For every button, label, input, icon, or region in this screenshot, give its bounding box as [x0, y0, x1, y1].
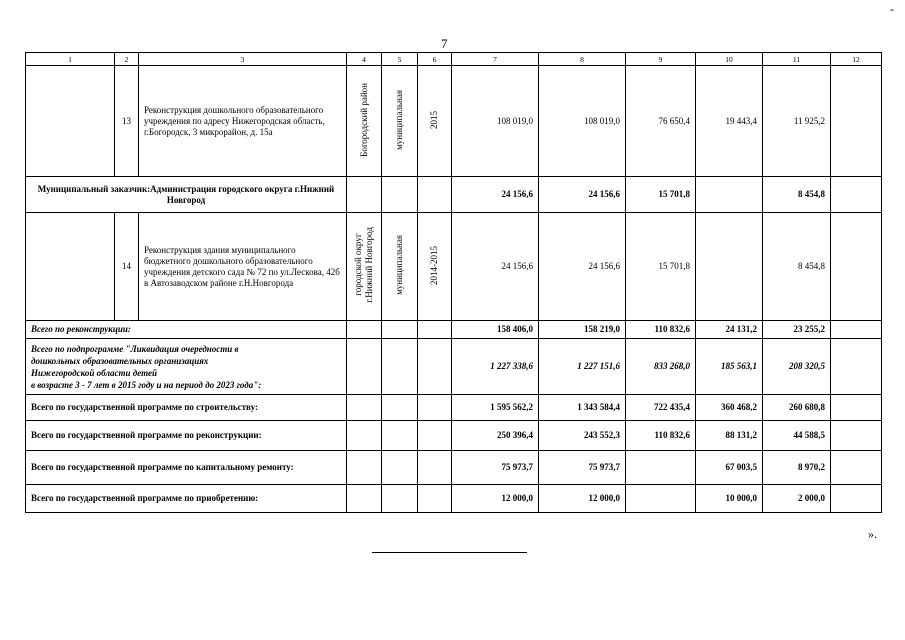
total-subprogram-row — [26, 339, 882, 395]
column-number: 11 — [763, 53, 831, 66]
column-number: 5 — [382, 53, 418, 66]
cell-c7: 24 156,6 — [452, 213, 539, 321]
cell-c9: 722 435,4 — [626, 395, 696, 421]
row-number: 14 — [115, 213, 139, 321]
column-number: 6 — [418, 53, 452, 66]
cell-c8: 12 000,0 — [539, 485, 626, 513]
ownership: муниципальная — [394, 235, 404, 295]
cell-c10: 185 563,1 — [696, 339, 763, 395]
district: городской округ г.Нижний Новгород — [353, 227, 374, 303]
district: Богородский район — [358, 82, 369, 157]
cell-c11: 11 925,2 — [763, 66, 831, 177]
total-label: Всего по государственной программе по реконструкции: — [26, 421, 347, 451]
row-number: 13 — [115, 66, 139, 177]
cell-c8: 1 343 584,4 — [539, 395, 626, 421]
column-number-row — [26, 53, 882, 66]
cell-c7: 75 973,7 — [452, 451, 539, 485]
column-number: 12 — [831, 53, 882, 66]
total-label: Всего по государственной программе по строительству: — [26, 395, 347, 421]
cell-c9: 833 268,0 — [626, 339, 696, 395]
cell-c9: 15 701,8 — [626, 213, 696, 321]
budget-table — [25, 52, 882, 513]
column-number: 3 — [139, 53, 347, 66]
cell-c7: 24 156,6 — [452, 177, 539, 213]
column-number: 8 — [539, 53, 626, 66]
page-number: 7 — [441, 36, 448, 51]
total-label: Всего по реконструкции: — [26, 321, 347, 339]
subprogram-label-line: Нижегородской области детей — [31, 367, 157, 378]
cell-c9: 15 701,8 — [626, 177, 696, 213]
subprogram-label — [26, 339, 347, 395]
total-reconstruction-row — [26, 321, 882, 339]
object-name: Реконструкция здания муниципального бюджетного дошкольного образовательного учреждения детского сада № 72 по ул.Лескова, 42б в Автозаводском районе г.Н.Новгорода — [139, 213, 347, 321]
total-label: Всего по государственной программе по капитальному ремонту: — [26, 451, 347, 485]
total-label: Всего по государственной программе по приобретению: — [26, 485, 347, 513]
cell-c11: 260 680,8 — [763, 395, 831, 421]
subprogram-label-line: дошкольных образовательных организациях — [31, 355, 209, 366]
total-construction-row — [26, 395, 882, 421]
cell-c7: 12 000,0 — [452, 485, 539, 513]
column-number: 7 — [452, 53, 539, 66]
cell-c8: 243 552,3 — [539, 421, 626, 451]
cell-c7: 108 019,0 — [452, 66, 539, 177]
cell-c8: 158 219,0 — [539, 321, 626, 339]
cell-c11: 44 588,5 — [763, 421, 831, 451]
object-name: Реконструкция дошкольного образовательного учреждения по адресу Нижегородская область, г.Богородск, 3 микрорайон, д. 15а — [139, 66, 347, 177]
ownership: муниципальная — [394, 89, 404, 150]
cell-c11: 2 000,0 — [763, 485, 831, 513]
cell-c11: 23 255,2 — [763, 321, 831, 339]
subprogram-label-line: Всего по подпрограмме "Ликвидация очередности в — [31, 343, 239, 354]
customer-label: Муниципальный заказчик:Администрация городского округа г.Нижний Новгород — [26, 177, 347, 213]
table-row-14 — [26, 213, 882, 321]
cell-c10: 360 468,2 — [696, 395, 763, 421]
cell-c7: 1 595 562,2 — [452, 395, 539, 421]
cell-c11: 8 970,2 — [763, 451, 831, 485]
subprogram-label-line: в возрасте 3 - 7 лет в 2015 году и на период до 2023 года": — [31, 379, 262, 390]
cell-c8: 1 227 151,6 — [539, 339, 626, 395]
cell-c7: 158 406,0 — [452, 321, 539, 339]
cell-c7: 250 396,4 — [452, 421, 539, 451]
period: 2014-2015 — [429, 245, 439, 285]
cell-c10: 10 000,0 — [696, 485, 763, 513]
total-capital-repair-row — [26, 451, 882, 485]
column-number: 4 — [347, 53, 382, 66]
cell-c9: 110 832,6 — [626, 421, 696, 451]
cell-c10: 19 443,4 — [696, 66, 763, 177]
cell-c7: 1 227 338,6 — [452, 339, 539, 395]
signature-rule — [372, 552, 527, 553]
total-program-reconstruction-row — [26, 421, 882, 451]
cell-c8: 75 973,7 — [539, 451, 626, 485]
cell-c8: 108 019,0 — [539, 66, 626, 177]
table-row-13 — [26, 66, 882, 177]
closing-quote: ». — [868, 527, 877, 541]
cell-c10: 88 131,2 — [696, 421, 763, 451]
corner-mark: - — [890, 2, 894, 16]
cell-c9: 76 650,4 — [626, 66, 696, 177]
cell-c11: 8 454,8 — [763, 213, 831, 321]
cell-c10: 67 003,5 — [696, 451, 763, 485]
period: 2015 — [429, 110, 439, 129]
cell-c8: 24 156,6 — [539, 177, 626, 213]
cell-c8: 24 156,6 — [539, 213, 626, 321]
customer-row — [26, 177, 882, 213]
cell-c10: 24 131,2 — [696, 321, 763, 339]
total-acquisition-row — [26, 485, 882, 513]
column-number: 10 — [696, 53, 763, 66]
column-number: 2 — [115, 53, 139, 66]
cell-c11: 208 320,5 — [763, 339, 831, 395]
cell-c11: 8 454,8 — [763, 177, 831, 213]
cell-c9: 110 832,6 — [626, 321, 696, 339]
column-number: 9 — [626, 53, 696, 66]
column-number: 1 — [26, 53, 115, 66]
